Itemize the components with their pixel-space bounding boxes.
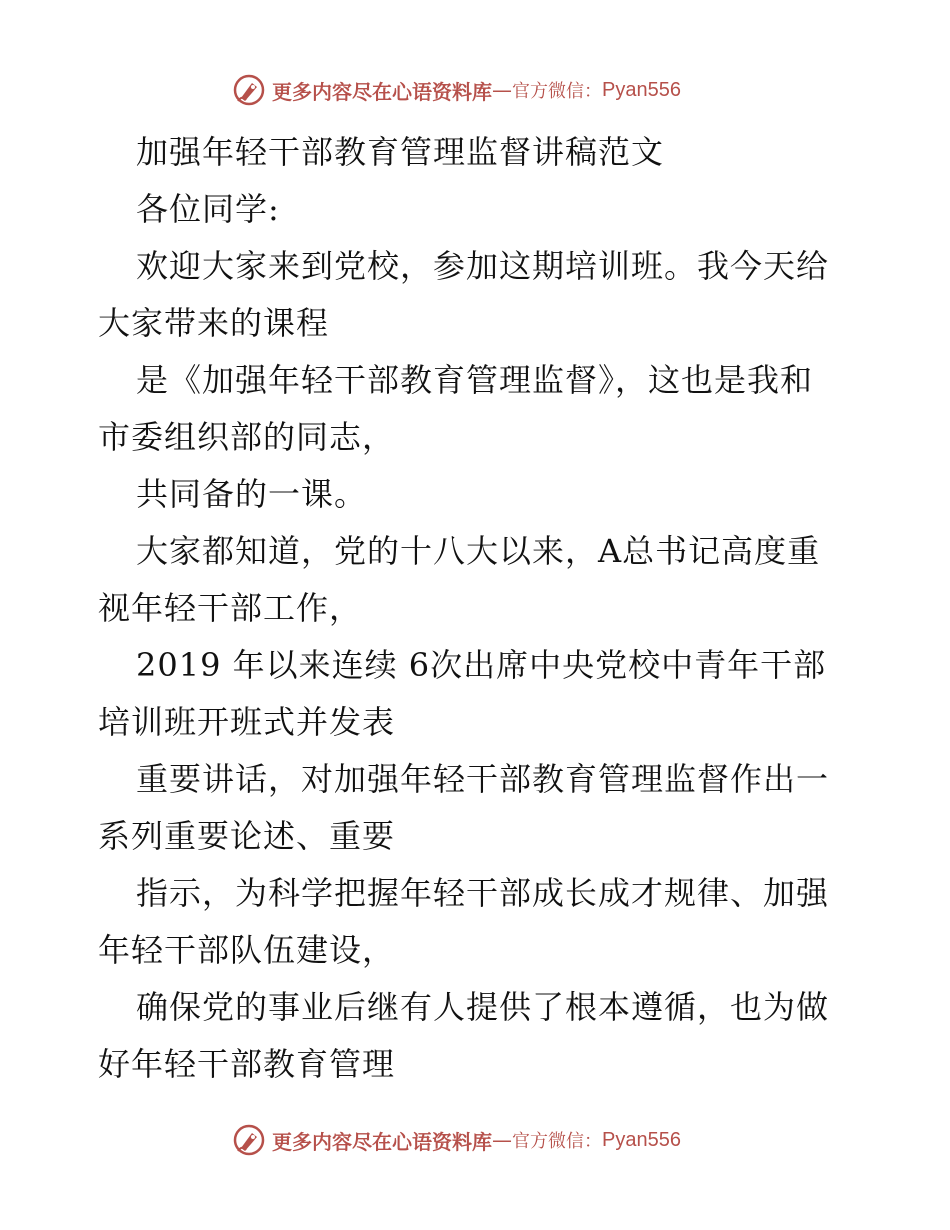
watermark-text: 更多内容尽在心语资料库 bbox=[272, 1129, 492, 1154]
text-line: 大家带来的课程 bbox=[98, 304, 330, 342]
watermark-text: 更多内容尽在心语资料库 bbox=[272, 79, 492, 104]
salutation: 各位同学: bbox=[136, 190, 280, 228]
pen-nib-logo-icon bbox=[232, 73, 266, 107]
text-line: 培训班开班式并发表 bbox=[98, 703, 396, 741]
document-body bbox=[98, 124, 858, 1093]
text-line: 欢迎大家来到党校，参加这期培训班。我今天给 bbox=[136, 247, 830, 285]
text-line: 指示，为科学把握年轻干部成长成才规律、加强 bbox=[136, 874, 830, 912]
text-line: 是《加强年轻干部教育管理监督》，这也是我和 bbox=[136, 361, 814, 399]
text-line: 大家都知道，党的十八大以来，A总书记高度重 bbox=[136, 532, 821, 570]
text-line: 市委组织部的同志， bbox=[98, 418, 396, 456]
watermark-dash: — bbox=[492, 1128, 512, 1152]
footer-watermark bbox=[232, 1123, 681, 1157]
text-line: 重要讲话，对加强年轻干部教育管理监督作出一 bbox=[136, 760, 830, 798]
text-line: 共同备的一课。 bbox=[136, 475, 368, 513]
header-watermark bbox=[232, 73, 681, 107]
watermark-wechat-id: Pyan556 bbox=[602, 78, 681, 101]
text-line: 视年轻干部工作， bbox=[98, 589, 363, 627]
text-line: 系列重要论述、重要 bbox=[98, 817, 396, 855]
watermark-wechat-id: Pyan556 bbox=[602, 1128, 681, 1151]
document-title: 加强年轻干部教育管理监督讲稿范文 bbox=[136, 133, 665, 171]
watermark-wechat-label: 官方微信： bbox=[512, 1131, 602, 1152]
pen-nib-logo-icon bbox=[232, 1123, 266, 1157]
watermark-dash: — bbox=[492, 78, 512, 102]
text-line: 2019 年以来连续 6次出席中央党校中青年干部 bbox=[136, 646, 827, 684]
text-line: 确保党的事业后继有人提供了根本遵循，也为做 bbox=[136, 988, 830, 1026]
text-line: 好年轻干部教育管理 bbox=[98, 1045, 396, 1083]
text-line: 年轻干部队伍建设， bbox=[98, 931, 396, 969]
watermark-wechat-label: 官方微信： bbox=[512, 81, 602, 102]
